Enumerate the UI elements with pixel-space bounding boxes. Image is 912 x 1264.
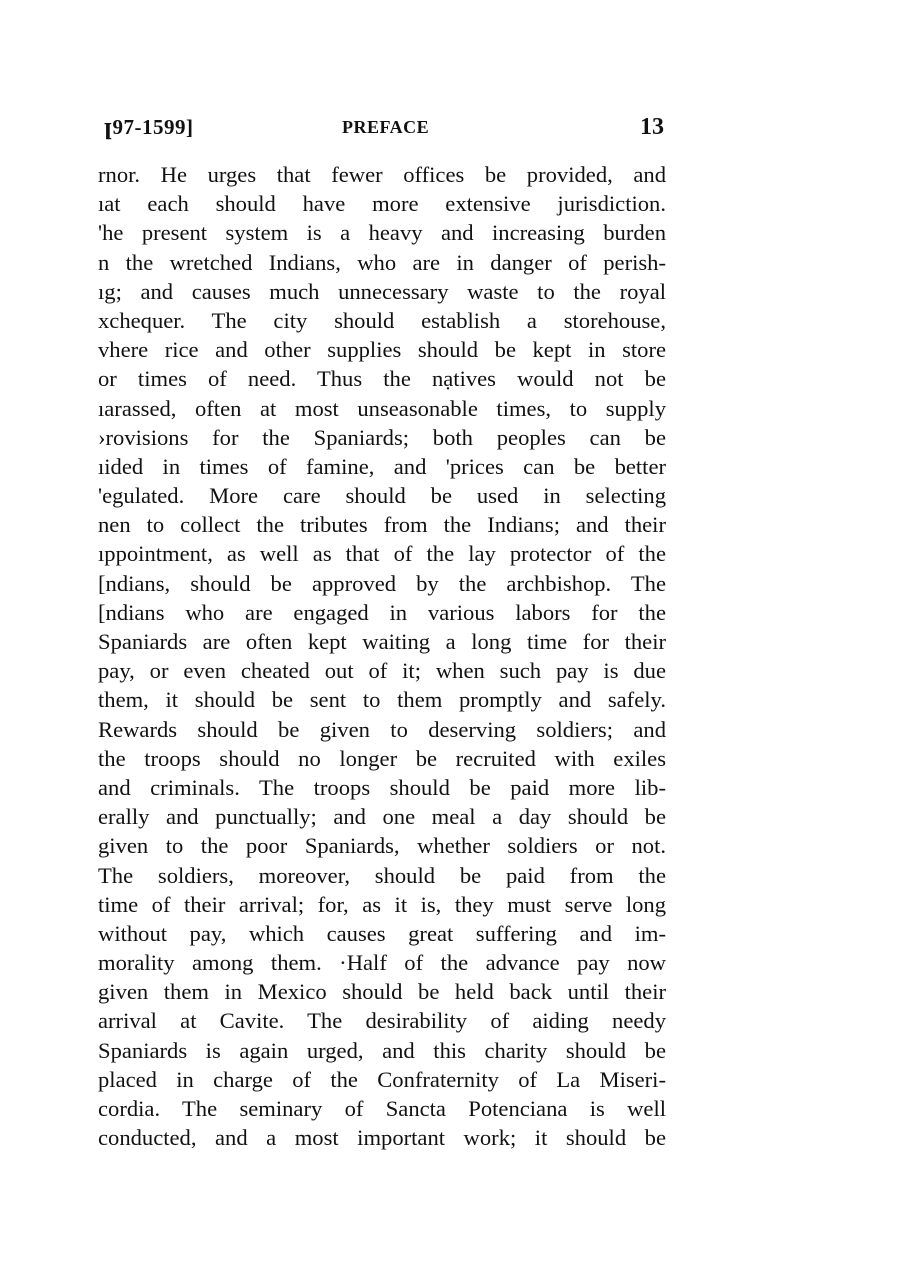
text-line: placed in charge of the Confraternity of La Miseri- <box>98 1066 666 1092</box>
text-line: cordia. The seminary of Sancta Potenciana is well <box>98 1096 666 1121</box>
text-line: n the wretched Indians, who are in danger of perish- <box>98 249 666 275</box>
text-line: ›rovisions for the Spaniards; both peoples can be <box>98 424 666 450</box>
body-text <box>98 160 666 1152</box>
header-page-range: ꞁ97-1599] <box>104 115 194 139</box>
text-line: given to the poor Spaniards, whether soldiers or not. <box>98 833 666 859</box>
text-line: conducted, and a most important work; it should be <box>98 1125 666 1151</box>
text-line: xchequer. The city should establish a storehouse, <box>98 307 666 333</box>
running-header <box>104 112 664 142</box>
text-line: them, it should be sent to them promptly and safely. <box>98 687 666 713</box>
text-line: ıppointment, as well as that of the lay protector of the <box>98 541 666 567</box>
text-line: arrival at Cavite. The desirability of aiding needy <box>98 1008 666 1034</box>
text-line: rnor. He urges that fewer offices be provided, and <box>98 162 666 187</box>
text-line: ıarassed, often at most unseasonable times, to supply <box>98 395 666 421</box>
text-line: pay, or even cheated out of it; when such pay is due <box>98 658 666 684</box>
text-line: ıg; and causes much unnecessary waste to the royal <box>98 278 666 304</box>
text-line: the troops should no longer be recruited with exiles <box>98 745 666 771</box>
header-page-number: 13 <box>640 114 664 140</box>
text-line: Spaniards are often kept waiting a long time for their <box>98 629 666 654</box>
header-title: PREFACE <box>342 117 430 137</box>
text-line: vhere rice and other supplies should be kept in store <box>98 337 666 363</box>
text-line: nen to collect the tributes from the Indians; and their <box>98 512 666 538</box>
text-line: and criminals. The troops should be paid more lib- <box>98 774 666 800</box>
text-line: morality among them. ·Half of the advance pay now <box>98 950 666 976</box>
text-line: Spaniards is again urged, and this charity should be <box>98 1037 666 1063</box>
text-line: ıat each should have more extensive jurisdiction. <box>98 191 666 217</box>
text-line: or times of need. Thus the nạtives would not be <box>98 366 666 392</box>
text-line: ıided in times of famine, and 'prices can be better <box>98 453 666 479</box>
text-line: without pay, which causes great suffering and im- <box>98 920 666 946</box>
text-line: [ndians who are engaged in various labors for the <box>98 599 666 625</box>
text-line: 'he present system is a heavy and increasing burden <box>98 220 666 246</box>
text-line: 'egulated. More care should be used in selecting <box>98 483 666 509</box>
text-line: [ndians, should be approved by the archbishop. The <box>98 570 666 596</box>
text-line: The soldiers, moreover, should be paid from the <box>98 862 666 888</box>
text-line: erally and punctually; and one meal a day should be <box>98 804 666 830</box>
text-line: time of their arrival; for, as it is, they must serve long <box>98 891 666 917</box>
text-line: given them in Mexico should be held back until their <box>98 979 666 1005</box>
text-line: Rewards should be given to deserving soldiers; and <box>98 716 666 742</box>
